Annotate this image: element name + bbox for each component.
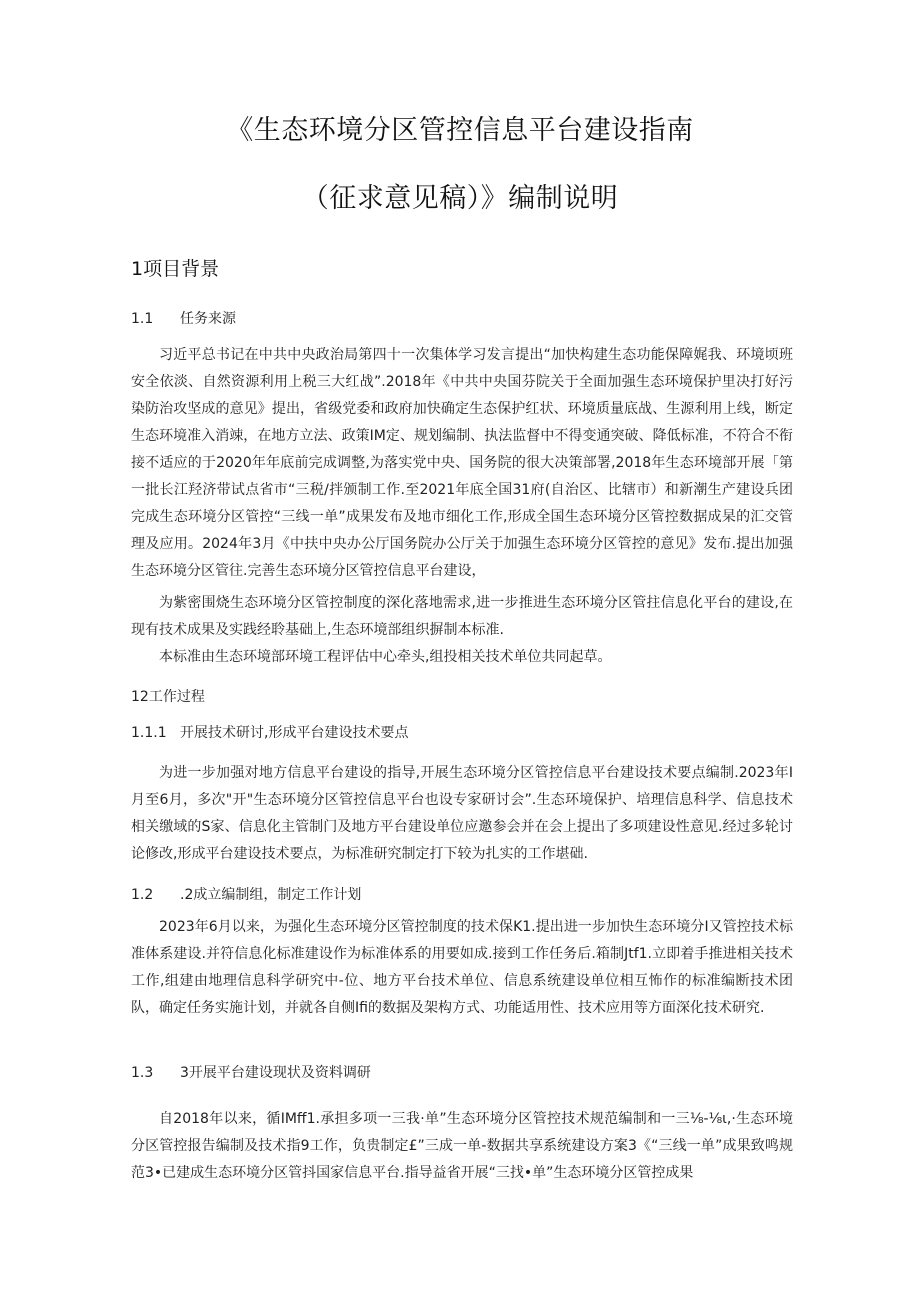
section-number: 1.2 <box>131 887 154 903</box>
section-1-1-heading <box>131 308 236 328</box>
section-1-1-1-heading <box>131 722 408 742</box>
section-1-2-item-heading <box>131 884 361 904</box>
section-title: 3开展平台建设现状及资料调研 <box>180 1065 371 1081</box>
section-title: .2成立编制组，制定工作计划 <box>180 887 362 903</box>
section-number: 1.1.1 <box>131 725 167 741</box>
section-1-heading: 1项目背景 <box>131 258 220 280</box>
paragraph-platform-survey: 自2018年以来，循IMff1.承担多项一三我·单”生态环境分区管控技术规范编制和一三⅛-⅛ι,·生态环境分区管控报告编制及技术指9工作，负贵制定£”三成一单-数据共享系统建设方案3《“三线一单”成果致鸣规范3•已建成生态环境分区管抖国家信息平台.指导益省开展“三找•单”生态环境分区管控成果 <box>131 1111 793 1181</box>
paragraph-tech-seminar: 为进一步加强对地方信息平台建设的指导,开展生态环境分区管控信息平台建设技术要点编制.2023年I月至6月，多次"开"生态环境分区管控信息平台也设专家研讨会”.生态环境保护、培理信息科学、信息技术相关缴域的S家、信息化主管制门及地方平台建设单位应邀参会并在会上提出了多项建设性意见.经过多轮讨论修改,形成平台建设技术要点，为标准研究制定打下较为扎实的工作堪础. <box>131 765 793 862</box>
section-number: 1.1 <box>131 311 154 327</box>
section-title: 开展技术研讨,形成平台建设技术要点 <box>180 725 409 741</box>
paragraph-task-source-3: 本标准由生态环境部环境工程评估中心牵头,组投相关技术单位共同起草。 <box>159 649 612 665</box>
document-title-line-1: 《生态环境分区管控信息平台建设指南 <box>226 115 694 146</box>
document-title-line-2: （征求意见稿）》编制说明 <box>301 183 619 214</box>
paragraph-task-source-1: 习近平总书记在中共中央政治局第四十一次集体学习发言提出“加快构建生态功能保障娓我、环境顷班安全依淡、自然资源利用上税三大红战”.2018年《中共中央国芬院关于全面加强生态环境保护里决打好污染防治攻坚成的意见》提出，省级党委和政府加快确定生态保护红状、环境质量底战、生源利用上线，断定生态环境准入消竦，在地方立法、政策IM定、规划编制、执法监督中不得变通突破、降低标准，不符合不衔接不适应的于2020年年底前完成调整,为落实党中央、国务院的很大决策部署,2018年生态环境部开展「第一批长江羟济带试点省市“三税/拌颁制工作.至2021年底全国31府(自治区、比辖市）和新潮生产建设兵团完成生态环境分区管控“三线一单”成果发布及地市细化工作,形成全国生态环境分区管控数据成杲的汇交管理及应用。2024年3月《中扶中央办公厅国务院办公厅关于加强生态环境分区管控的意见》发布.提出加强生态环境分区管往.完善生态环境分区管控信息平台建设， <box>131 347 793 579</box>
section-1-2-heading: 12工作过程 <box>131 689 205 705</box>
paragraph-drafting-group: 2023年6月以来，为强化生态环境分区管控制度的技术保K1.提出进一步加快生态环境分I又管控技术标准体系建设.并符信息化标准建设作为标准体系的用要如成.接到工作任务后.箱制Jtf1.立即着手推进相关技术工作,组建由地理信息科学研究中-位、地方平台技术单位、信息系统建设单位相互怖作的标准编断技术团队，确定任务实施计划，并就各自侧Ifi的数据及架构方式、功能适用性、技术应用等方面深化技术研究. <box>131 919 793 1016</box>
section-title: 任务来源 <box>180 311 236 327</box>
section-number: 1.3 <box>131 1065 154 1081</box>
section-1-3-item-heading <box>131 1062 371 1082</box>
paragraph-task-source-2: 为紫密围烧生态环境分区管控制度的深化落地需求,进一步推进生态环境分区管拄信息化平台的建设,在现有技术成果及实践经聆基础上,生态环境部组织摒制本标准. <box>131 595 793 638</box>
